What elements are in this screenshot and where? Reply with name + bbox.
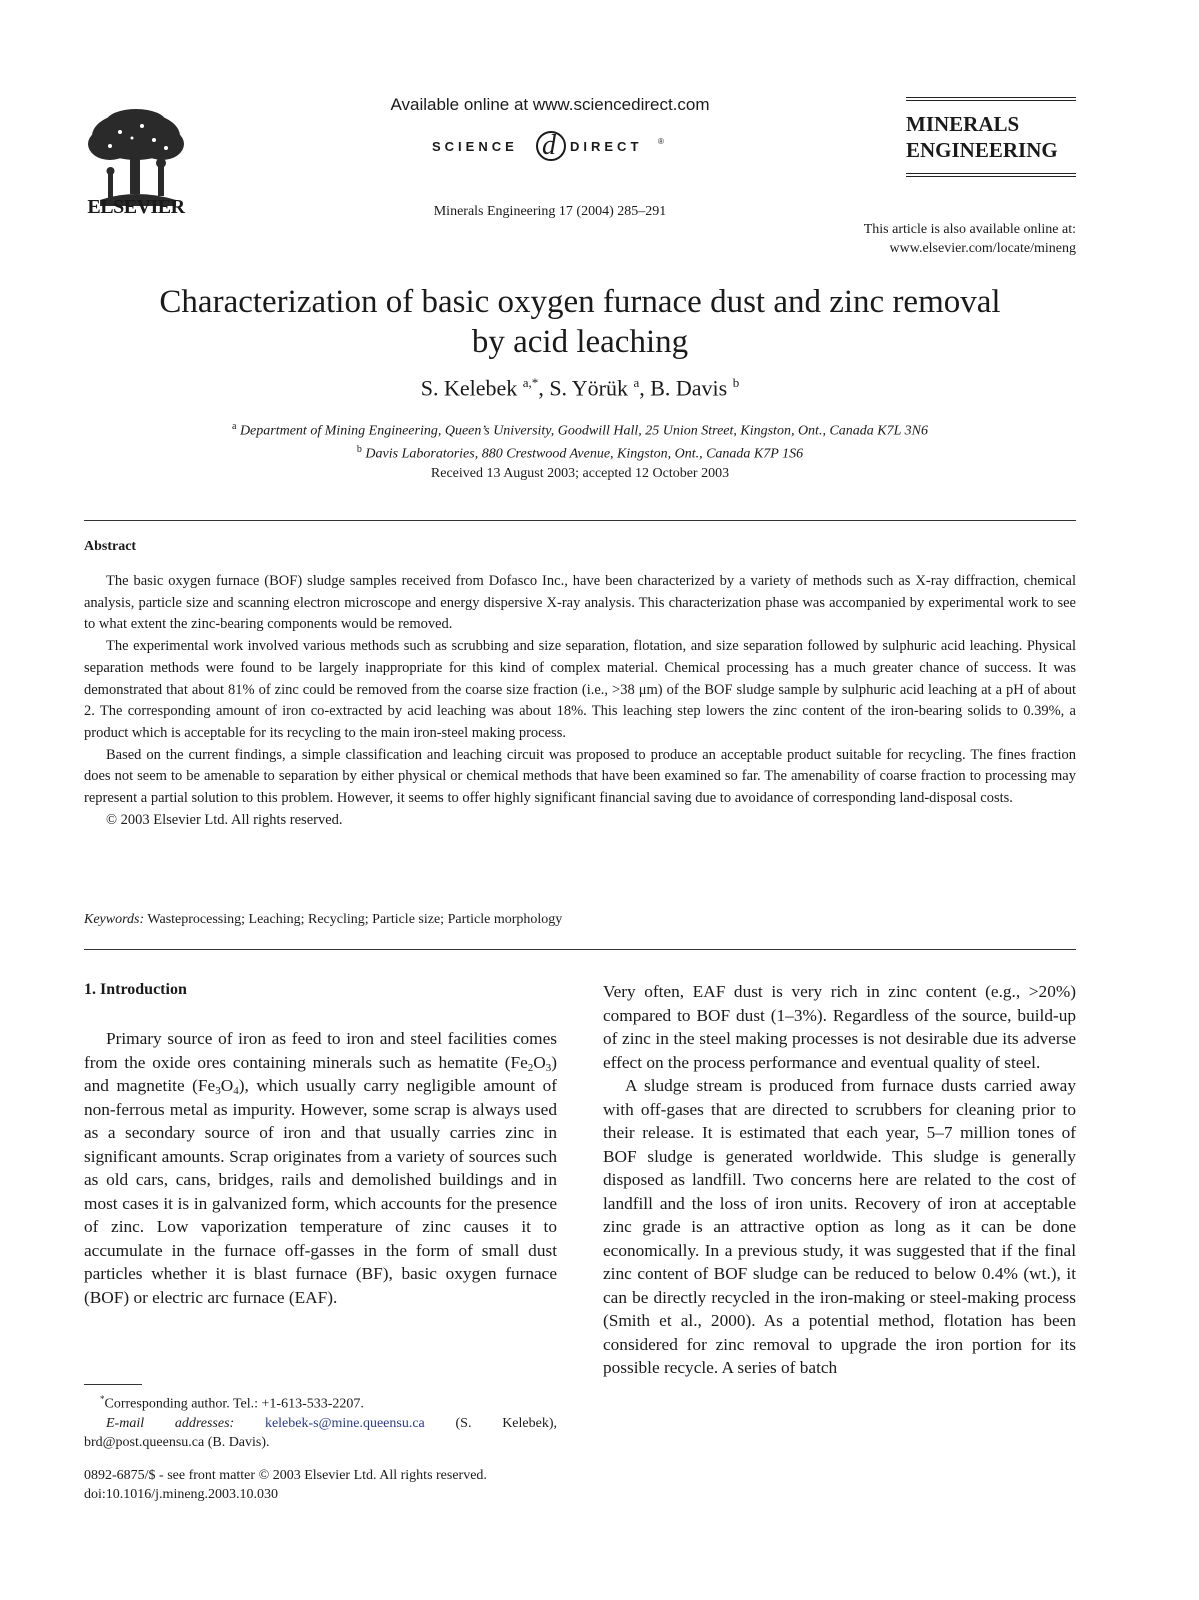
author-affil-marker: b: [732, 375, 740, 390]
footnote-rule: [84, 1384, 142, 1385]
keywords-list: Wasteprocessing; Leaching; Recycling; Particle size; Particle morphology: [147, 912, 563, 927]
abstract-heading: Abstract: [84, 539, 137, 554]
affiliations: [80, 418, 1080, 463]
sd-logo-right-text: DIRECT: [570, 139, 643, 154]
journal-masthead: [906, 97, 1076, 177]
email-link[interactable]: brd@post.queensu.ca (B. Davis).: [84, 1434, 270, 1450]
author-name[interactable]: S. Yörük: [549, 375, 628, 401]
sciencedirect-logo: [420, 122, 680, 168]
author-name[interactable]: B. Davis: [650, 375, 728, 401]
available-online-text[interactable]: Available online at www.sciencedirect.com: [390, 95, 710, 114]
sd-logo-left-text: SCIENCE: [432, 139, 518, 154]
publisher-name: ELSEVIER: [87, 196, 185, 218]
author-affil-marker: a: [633, 375, 640, 390]
journal-url-link[interactable]: www.elsevier.com/locate/mineng: [889, 241, 1076, 256]
author-list: S. Kelebek $^{a,*}$, S. Yörük $^a$, B. Davis $^b$: [420, 375, 740, 401]
author-affil-marker: a,*: [522, 375, 539, 390]
journal-name-line2: ENGINEERING: [906, 138, 1058, 162]
email-label: E-mail addresses:: [106, 1415, 235, 1431]
body-column-left: [84, 1027, 557, 1309]
title-line2: by acid leaching: [471, 324, 689, 360]
keywords-label: Keywords:: [84, 912, 145, 927]
affiliation-marker: b: [356, 443, 362, 455]
keywords: [84, 912, 1076, 928]
body-paragraph: Very often, EAF dust is very rich in zinc content (e.g., >20%) compared to BOF dust (1–3%). Regardless of the source, build-up of zinc in the steel making processes is not desirable due its adverse effect on the process performance and eventual quality of steel.: [603, 982, 1076, 1072]
sd-registered-mark: ®: [658, 137, 664, 146]
affiliation-marker: a: [231, 421, 237, 432]
abstract-paragraph: The experimental work involved various methods such as scrubbing and size separation, flotation, and size separation followed by sulphuric acid leaching. Physical separation methods were found to be largely inappropriate for this kind of complex material. Chemical processing has a much greater chance of success. It was demonstrated that about 81% of zinc could be removed from the coarse size fraction (i.e., >38 μm) of the BOF sludge sample by sulphuric acid leaching at a pH of about 2. The corresponding amount of iron co-extracted by acid leaching was about 18%. This leaching step lowers the zinc content of the iron-bearing solids to 0.39%, a product which is acceptable for its recycling to the main iron-steel making process.: [84, 638, 1076, 741]
footnotes: [84, 1390, 557, 1452]
journal-citation: Minerals Engineering 17 (2004) 285–291: [433, 204, 667, 219]
section-heading: 1. Introduction: [84, 981, 187, 998]
received-dates: Received 13 August 2003; accepted 12 October 2003: [430, 466, 730, 481]
email-link[interactable]: kelebek-s@mine.queensu.ca: [264, 1415, 425, 1431]
corresponding-author-note: *Corresponding author. Tel.: +1-613-533-2207.: [100, 1394, 364, 1412]
affiliation-item: [80, 418, 1080, 441]
journal-name-line1: MINERALS: [906, 112, 1020, 136]
issn-doi-block: [84, 1466, 684, 1504]
online-availability-note: [780, 220, 1076, 258]
abstract-paragraph: Based on the current findings, a simple classification and leaching circuit was proposed to produce an acceptable product suitable for recycling. The fines fraction does not seem to be amenable to separation by either physical or chemical methods that have been examined so far. The amenability of coarse fraction to processing may represent a partial solution to this problem. However, it seems to offer highly significant financial saving due to avoidance of corresponding land-disposal costs.: [84, 746, 1076, 807]
title-line1: Characterization of basic oxygen furnace dust and zinc removal: [159, 284, 1001, 320]
body-paragraph: Primary source of iron as feed to iron and steel facilities comes from the oxide ores containing minerals such as hematite $(Fe_2O_3)$ and magnetite $(Fe_3O_4)$, which usually carry negligible amount of non-ferrous metal as impurity. However, some scrap is always used as a secondary source of iron and that usually carries zinc in significant amounts. Scrap originates from a variety of sources such as old cars, cans, bridges, rails and demolished buildings and in most cases it is in galvanized form, which accounts for the presence of zinc. Low vaporization temperature of zinc causes it to accumulate in the furnace off-gasses in the form of small dust particles whether it is blast furnace (BF), basic oxygen furnace (BOF) or electric arc furnace (EAF).: [84, 1029, 557, 1307]
article-title: [80, 282, 1080, 362]
masthead-bottom-rule: [906, 173, 1076, 177]
masthead-top-rule: [906, 97, 1076, 101]
issn-line: 0892-6875/$ - see front matter © 2003 Elsevier Ltd. All rights reserved.: [84, 1468, 487, 1483]
affiliation-text: Davis Laboratories, 880 Crestwood Avenue, Kingston, Ont., Canada K7P 1S6: [365, 446, 804, 462]
abstract-top-rule: [84, 520, 1076, 521]
doi-link[interactable]: doi:10.1016/j.mineng.2003.10.030: [84, 1487, 279, 1502]
body-paragraph: A sludge stream is produced from furnace dusts carried away with off-gases that are directed to scrubbers for cleaning prior to their release. It is estimated that each year, 5–7 million tones of BOF sludge is generated worldwide. This sludge is generally disposed as landfill. Two concerns here are related to the cost of landfill and the loss of iron units. Recovery of iron at acceptable zinc grade is an attractive option as long as it can be done economically. In a previous study, it was suggested that if the final zinc content of BOF sludge can be reduced to below 0.4% (wt.), it can be directly recycled in the iron-making or steel-making process (Smith et al., 2000). As a potential method, flotation has been considered for zinc removal to upgrade the iron portion for its possible recycle. A series of batch: [603, 1076, 1076, 1377]
body-column-right: [603, 980, 1076, 1380]
online-note-line1: This article is also available online at:: [863, 222, 1076, 237]
affiliation-item: [80, 441, 1080, 464]
email-note: E-mail addresses: kelebek-s@mine.queensu.ca (S. Kelebek), brd@post.queensu.ca (B. Davis).: [84, 1415, 557, 1450]
copyright-line: © 2003 Elsevier Ltd. All rights reserved.: [106, 811, 343, 828]
abstract-bottom-rule: [84, 949, 1076, 950]
author-name[interactable]: S. Kelebek: [420, 375, 518, 401]
affiliation-text: Department of Mining Engineering, Queen’s University, Goodwill Hall, 25 Union Street, Kingston, Ont., Canada K7L 3N6: [239, 423, 928, 439]
svg-text:d: d: [542, 130, 556, 161]
abstract-body: [84, 571, 1076, 831]
abstract-paragraph: The basic oxygen furnace (BOF) sludge samples received from Dofasco Inc., have been characterized by a variety of methods such as X-ray diffraction, chemical analysis, particle size and scanning electron microscope and energy dispersive X-ray analysis. This characterization phase was accompanied by experimental work to see to what extent the zinc-bearing components would be removed.: [84, 573, 1076, 633]
